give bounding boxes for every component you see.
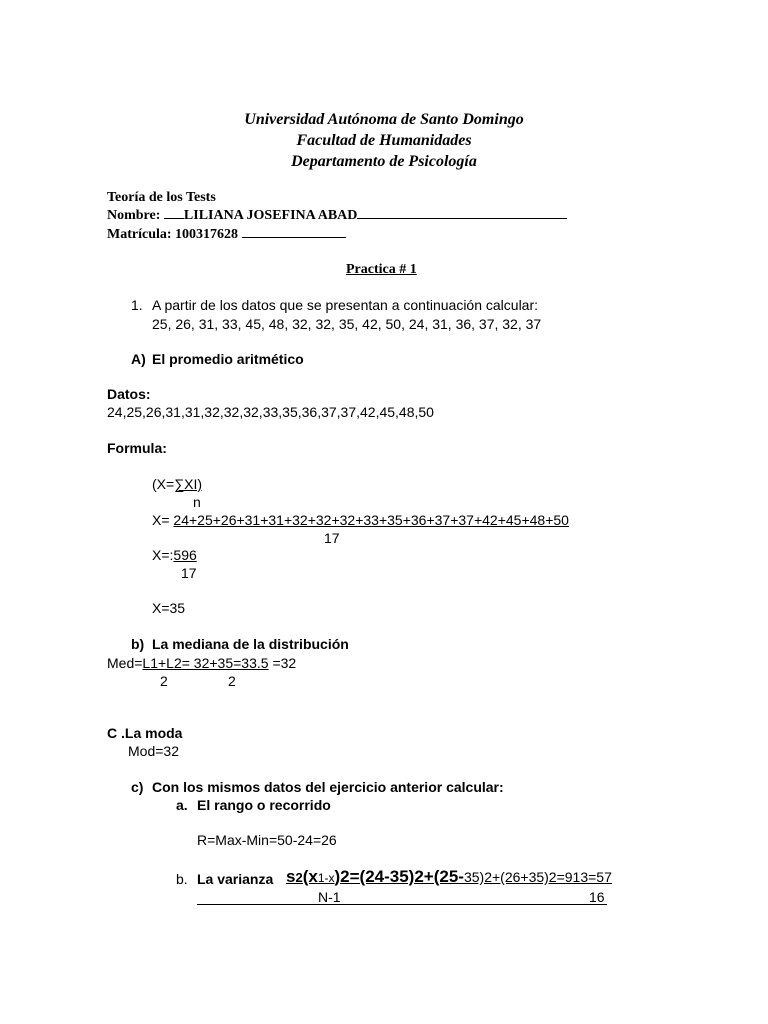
faculty-title: Facultad de Humanidades [296,132,472,149]
formula-mean-symbolic: (X=∑XI) [152,476,203,492]
datos-values: 24,25,26,31,31,32,32,32,33,35,36,37,37,42,45,48,50 [107,404,434,420]
section-b-label: b) [131,636,145,652]
section-b-title: La mediana de la distribución [152,636,349,652]
section-a-title: El promedio aritmético [152,351,304,367]
formula-label: Formula: [107,440,167,456]
range-formula: R=Max-Min=50-24=26 [197,832,337,848]
section-c-title: C .La moda [107,725,183,741]
subsection-a-title: El rango o recorrido [197,797,331,813]
section-a-label: A) [131,351,146,367]
subsection-a-label: a. [176,797,188,813]
question-data: 25, 26, 31, 33, 45, 48, 32, 32, 35, 42, 50, 24, 31, 36, 37, 32, 37 [152,316,542,332]
student-name-line [107,208,567,224]
practice-title: Practica # 1 [346,262,417,277]
id-label: Matrícula: [107,227,172,242]
median-denominator-2: 2 [228,673,236,689]
subsection-b-title: La varianza [197,871,274,887]
department-title: Departamento de Psicología [291,153,477,170]
formula-total: X=:596 [152,547,197,563]
name-value: LILIANA JOSEFINA ABAD [183,208,358,223]
median-denominator-1: 2 [160,673,168,689]
median-formula: Med=L1+L2= 32+35=33.5 =32 [107,655,297,671]
section-c2-title: Con los mismos datos del ejercicio anterior calcular: [152,779,504,795]
datos-label: Datos: [107,386,151,402]
formula-total-denominator: 17 [181,565,197,581]
variance-formula: s2(x1-x)2=(24-35)2+(25-35)2+(26+35)2=913=57 [286,867,612,886]
formula-sum-denominator: 17 [324,530,340,546]
variance-denominator-2: 16 [589,889,605,905]
mode-value: Mod=32 [128,743,179,759]
id-value: 100317628 [175,227,239,242]
question-number: 1. [131,297,143,313]
formula-mean-sum: X= 24+25+26+31+31+32+32+32+33+35+36+37+37+42+45+48+50 [152,512,569,528]
course-name: Teoría de los Tests [107,190,216,205]
mean-result: X=35 [152,600,186,616]
university-title: Universidad Autónoma de Santo Domingo [244,111,524,128]
formula-mean-denominator: n [193,494,201,510]
subsection-b-label: b. [176,871,188,887]
name-label: Nombre: [107,208,161,223]
question-text: A partir de los datos que se presentan a continuación calcular: [152,297,539,313]
section-c2-label: c) [131,779,144,795]
variance-denominator-1: N-1 [318,889,341,905]
student-id-line [107,227,346,243]
